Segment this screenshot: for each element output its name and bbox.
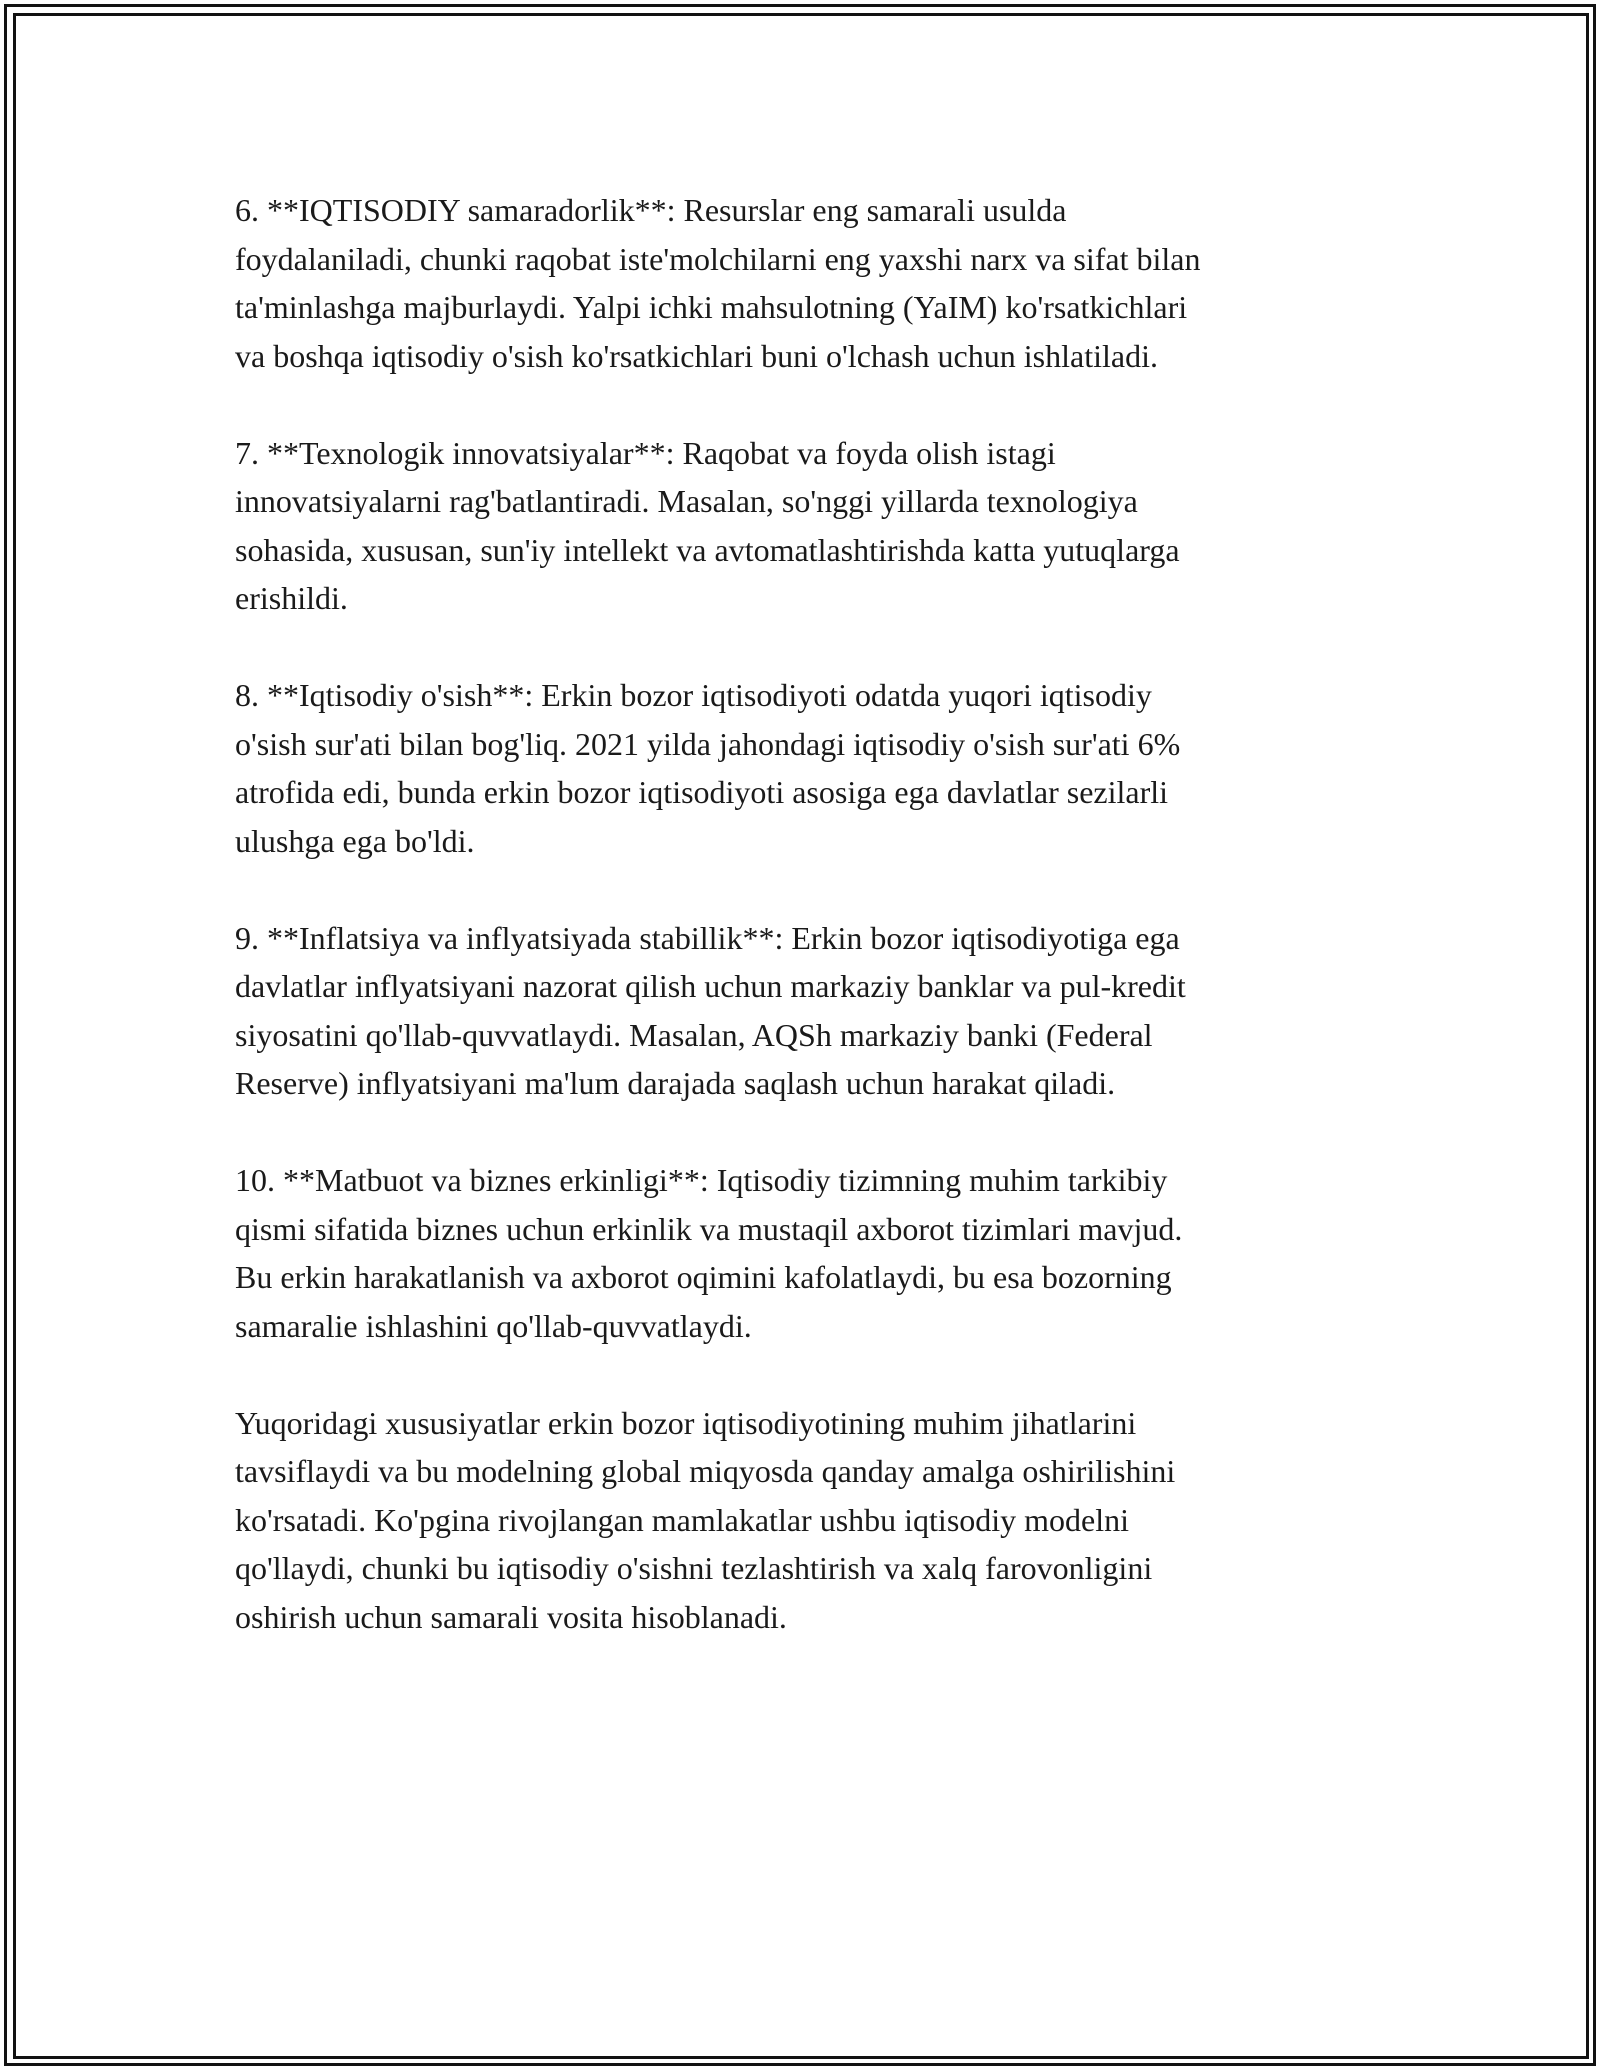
paragraph-conclusion: Yuqoridagi xususiyatlar erkin bozor iqtisodiyotining muhim jihatlarini tavsiflaydi va bu modelning global miqyosda qanday amalga oshirilishini ko'rsatadi. Ko'pgina rivojlangan mamlakatlar ushbu iqtisodiy modelni qo'llaydi, chunki bu iqtisodiy o'sishni tezlashtirish va xalq farovonligini oshirish uchun samarali vosita hisoblanadi. bbox=[235, 1404, 1176, 1635]
paragraph-item-10: 10. **Matbuot va biznes erkinligi**: Iqtisodiy tizimning muhim tarkibiy qismi sifatida biznes uchun erkinlik va mustaqil axborot tizimlari mavjud. Bu erkin harakatlanish va axborot oqimini kafolatlaydi, bu esa bozorning samaralie ishlashini qo'llab-quvvatlaydi. bbox=[235, 1162, 1183, 1344]
paragraph-item-6: 6. **IQTISODIY samaradorlik**: Resurslar eng samarali usulda foydalaniladi, chunki raqobat iste'molchilarni eng yaxshi narx va sifat bilan ta'minlashga majburlaydi. Yalpi ichki mahsulotning (YaIM) ko'rsatkichlari va boshqa iqtisodiy o'sish ko'rsatkichlari buni o'lchash uchun ishlatiladi. bbox=[235, 192, 1201, 374]
paragraph-item-7: 7. **Texnologik innovatsiyalar**: Raqobat va foyda olish istagi innovatsiyalarni rag'batlantiradi. Masalan, so'nggi yillarda texnologiya sohasida, xususan, sun'iy intellekt va avtomatlashtirishda katta yutuqlarga erishildi. bbox=[235, 434, 1180, 616]
paragraph-item-9: 9. **Inflatsiya va inflyatsiyada stabillik**: Erkin bozor iqtisodiyotiga ega davlatlar inflyatsiyani nazorat qilish uchun markaziy banklar va pul-kredit siyosatini qo'llab-quvvatlaydi. Masalan, AQSh markaziy banki (Federal Reserve) inflyatsiyani ma'lum darajada saqlash uchun harakat qiladi. bbox=[235, 919, 1186, 1101]
document-body bbox=[235, 186, 1355, 1690]
paragraph-item-8: 8. **Iqtisodiy o'sish**: Erkin bozor iqtisodiyoti odatda yuqori iqtisodiy o'sish sur'ati bilan bog'liq. 2021 yilda jahondagi iqtisodiy o'sish sur'ati 6% atrofida edi, bunda erkin bozor iqtisodiyoti asosiga ega davlatlar sezilarli ulushga ega bo'ldi. bbox=[235, 677, 1181, 859]
